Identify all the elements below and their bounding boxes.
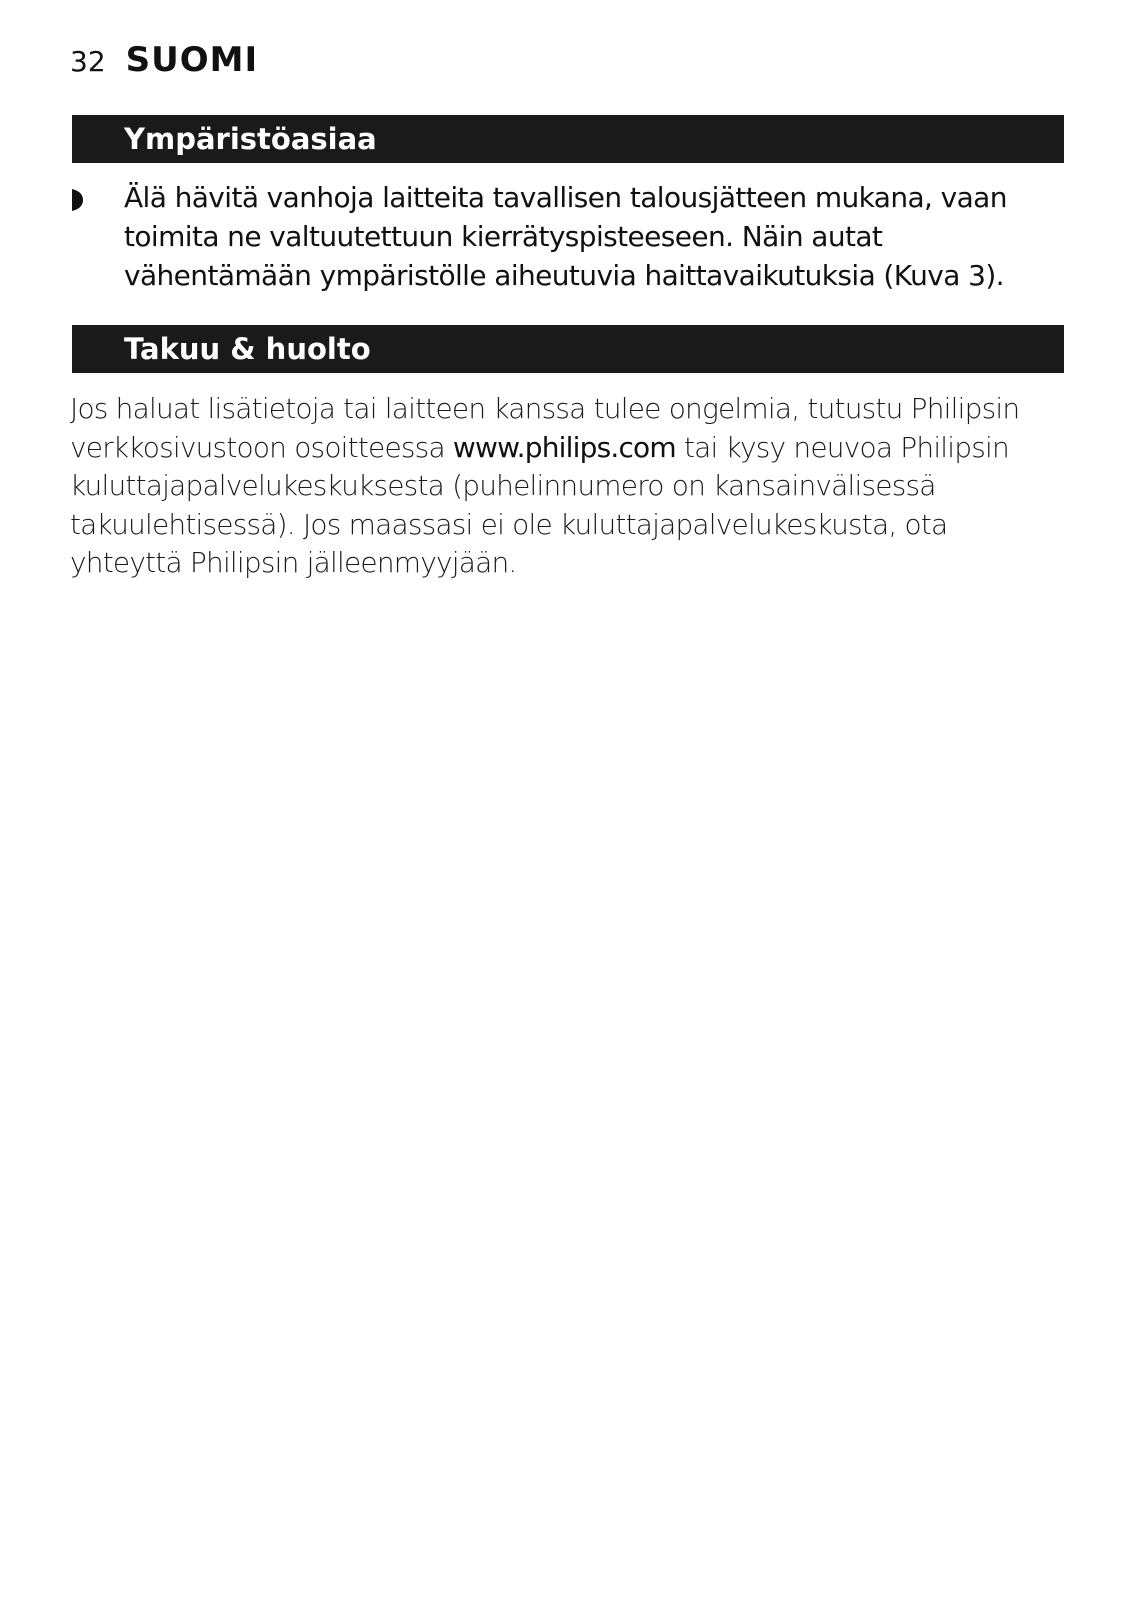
bullet-item xyxy=(72,178,1064,295)
bullet-text: Älä hävitä vanhoja laitteita tavallisen talousjätteen mukana, vaan toimita ne valtuutettuun kierrätyspisteeseen. Näin autat vähentämään ympäristölle aiheutuvia haittavaikutuksia (Kuva 3). xyxy=(124,181,1007,292)
warranty-text-end: tai kysy neuvoa Philipsin kuluttajapalvelukeskuksesta (puhelinnumero on kansainvälisessä takuulehtisessä). Jos maassasi ei ole kuluttajapalvelukeskusta, ota yhteyttä Philipsin jälleenmyyjään. xyxy=(70,430,1009,579)
section-heading-warranty: Takuu & huolto xyxy=(72,325,1064,373)
bullet-icon xyxy=(72,189,83,211)
section-heading-environment: Ympäristöasiaa xyxy=(72,115,1064,163)
warranty-text-start: Jos haluat lisätietoja tai laitteen kanssa tulee ongelmia, tutustu Philipsin verkkosivustoon osoitteessa xyxy=(70,392,1020,464)
page-language-title: SUOMI xyxy=(125,40,259,80)
page-header xyxy=(70,40,258,80)
page-number: 32 xyxy=(70,45,106,78)
warranty-paragraph xyxy=(70,390,1060,583)
philips-website-link[interactable]: www.philips.com xyxy=(452,430,676,464)
